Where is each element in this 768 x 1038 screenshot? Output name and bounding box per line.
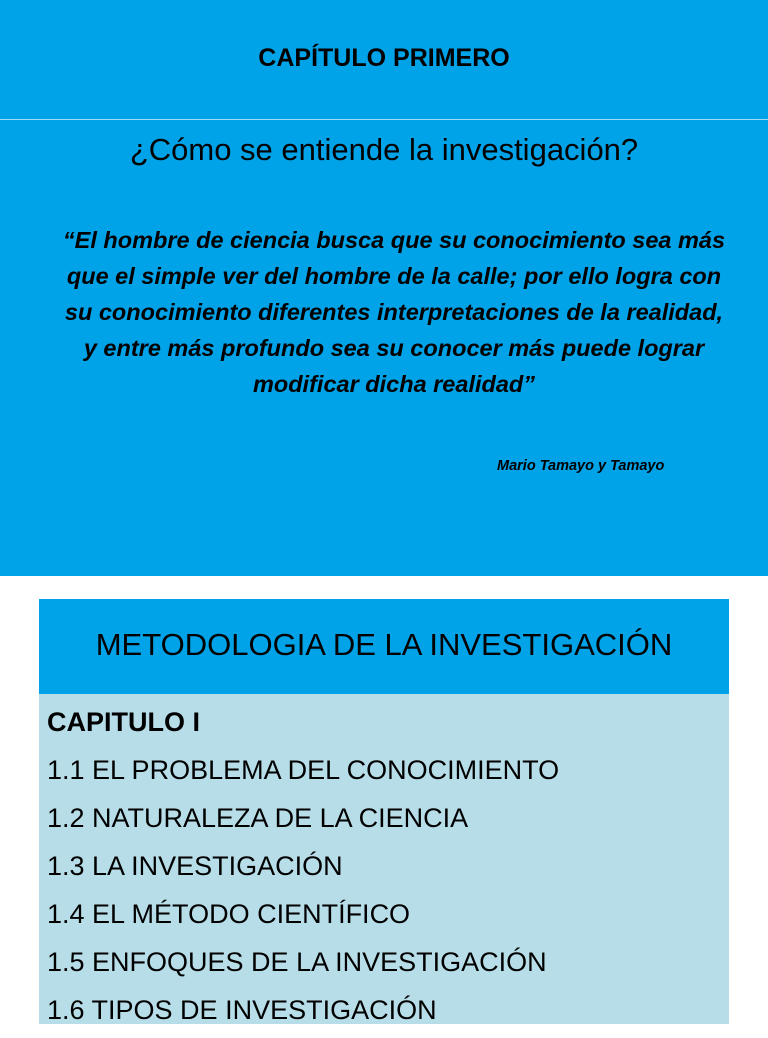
quote-text: “El hombre de ciencia busca que su conocimiento sea más que el simple ver del hombre de la calle; por ello logra con su conocimiento diferentes interpretaciones de la realidad, y entre más profundo sea su conocer más puede lograr modificar dicha realidad” [62,227,726,397]
toc-item: 1.2 NATURALEZA DE LA CIENCIA [47,803,469,833]
toc-item: 1.6 TIPOS DE INVESTIGACIÓN [47,995,437,1025]
slide-table-of-contents [39,599,729,1024]
toc-item: 1.3 LA INVESTIGACIÓN [47,851,343,881]
toc-item: 1.1 EL PROBLEMA DEL CONOCIMIENTO [47,755,560,785]
toc-item: 1.4 EL MÉTODO CIENTÍFICO [47,899,411,929]
slide-question: ¿Cómo se entiende la investigación? [129,132,639,167]
quote-author: Mario Tamayo y Tamayo [497,458,665,474]
chapter-title: CAPÍTULO PRIMERO [258,44,510,72]
toc-header [39,599,729,694]
toc-item: 1.5 ENFOQUES DE LA INVESTIGACIÓN [47,947,547,977]
toc-title: METODOLOGIA DE LA INVESTIGACIÓN [95,627,673,662]
toc-list [47,702,727,1038]
toc-chapter-heading: CAPITULO I [47,707,200,737]
divider-line [0,119,768,120]
